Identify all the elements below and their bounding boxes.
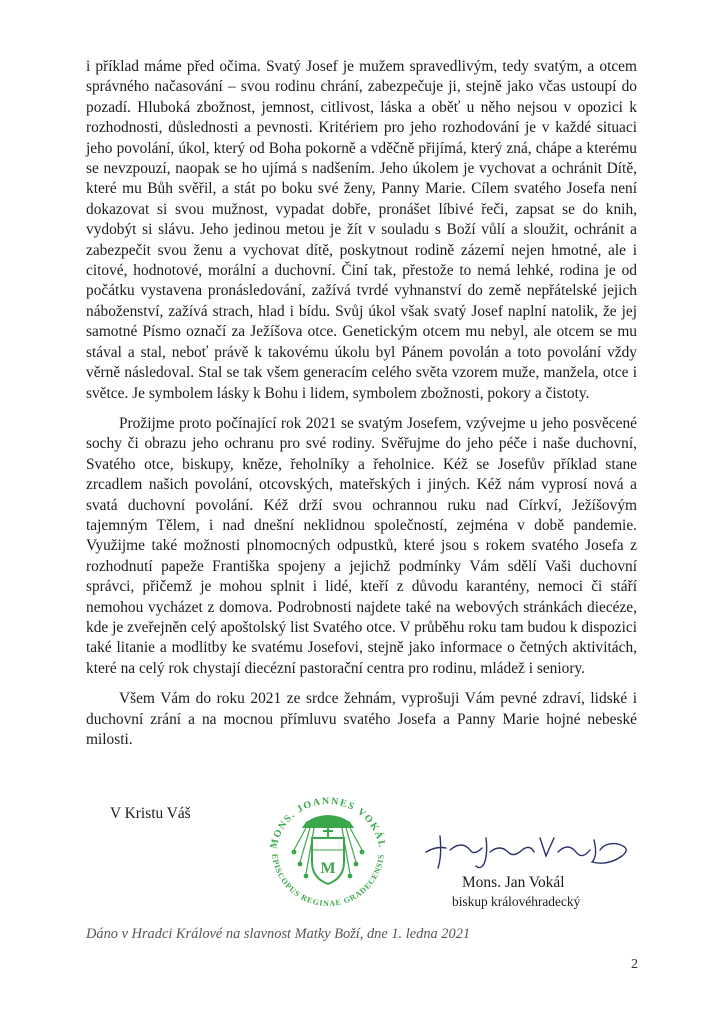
paragraph-2: Prožijme proto počínající rok 2021 se svatým Josefem, vzývejme u jeho posvěcené sochy či obrazu jeho ochranu pro své rodiny. Svěřujme do jeho péče i naše duchovní, Svatého otce, biskupy, kněze, řeholníky a řeholnice. Kéž se Josefův příklad stane zrcadlem našich povolání, otcovských, mateřských i jiných. Kéž nám vyprosí nová a svatá duchovní povolání. Kéž drží svou ochrannou ruku nad Církví, Ježíšovým tajemným Tělem, i nad dnešní neklidnou společností, zejména v době pandemie. Využijme také možnosti plnomocných odpustků, které jsou s rokem svatého Josefa z rozhodnutí papeže Františka spojeny a jejichž podmínky Vám sdělí Vaši duchovní správci, přičemž je mohou splnit i lidé, kteří z důvodu karantény, nemoci či stáří nemohou vycházet z domova. Podrobnosti najdete také na webových stránkách diecéze, kde je zveřejněn celý apoštolský list Svatého otce. V průběhu roku tam budou k dispozici také litanie a modlitby ke svatému Josefovi, stejně jako informace o četných aktivitách, které na celý rok chystají diecézní pastorační centra pro rodinu, mládež i seniory. [86,414,637,677]
letter-body [86,57,637,750]
episcopal-seal [258,778,398,918]
closing-salutation: V Kristu Váš [110,805,191,822]
seal-bottom-text: EPISCOPUS REGINAE GRADECENSIS [270,853,386,909]
signer-title: biskup královéhradecký [452,894,581,909]
place-and-date: Dáno v Hradci Králové na slavnost Matky Boží, dne 1. ledna 2021 [86,926,471,942]
seal-monogram: M [320,860,336,877]
page-number: 2 [631,957,638,972]
handwritten-signature [422,826,642,876]
paragraph-3: Všem Vám do roku 2021 ze srdce žehnám, vyprošuji Vám pevné zdraví, lidské i duchovní zrání a na mocnou přímluvu svatého Josefa a Panny Marie hojné nebeské milosti. [86,690,637,748]
paragraph-1: i příklad máme před očima. Svatý Josef je mužem spravedlivým, tedy svatým, a otcem správného načasování – svou rodinu chrání, zabezpečuje ji, stejně jako včas ustoupí do pozadí. Hluboká zbožnost, jemnost, citlivost, láska a oběť u něho nejsou v opozici k rozhodnosti, důslednosti a pevnosti. Kritériem pro jeho rozhodování je v každé situaci jeho povolání, úkol, který od Boha pokorně a vděčně přijímá, který zná, chápe a kterému se nevzpouzí, naopak se ho ujímá s nadšením. Jeho úkolem je vychovat a ochránit Dítě, které mu Bůh svěřil, a stát po boku své ženy, Panny Marie. Cílem svatého Josefa není dokazovat si svou mužnost, vypadat dobře, pronášet líbivé řeči, zapsat se do knih, vydobýt si slávu. Jeho jedinou metou je žít v souladu s Boží vůlí a sloužit, ochránit a zabezpečit svou ženu a vychovat dítě, poskytnout rodině zázemí nejen hmotné, ale i citové, hodnotové, morální a duchovní. Činí tak, přestože to nemá lehké, rodina je od počátku vystavena pronásledování, zažívá tvrdé vyhnanství do země nepřátelské jejich náboženství, zažívá strach, hlad i bídu. Svůj úkol však svatý Josef naplní natolik, že jej samotné Písmo označí za Ježíšova otce. Genetickým otcem mu nebyl, ale otcem se mu stával a stal, neboť právě k takovému úkolu byl Pánem povolán a toto povolání vždy věrně následoval. Stal se tak všem generacím celého světa vzorem muže, manžela, otce i světce. Je symbolem lásky k Bohu i lidem, symbolem zbožnosti, pokory a čistoty. [86,58,637,402]
signer-name: Mons. Jan Vokál [462,874,565,891]
seal-top-text: MONS. JOANNES VOKÁL [268,795,388,850]
